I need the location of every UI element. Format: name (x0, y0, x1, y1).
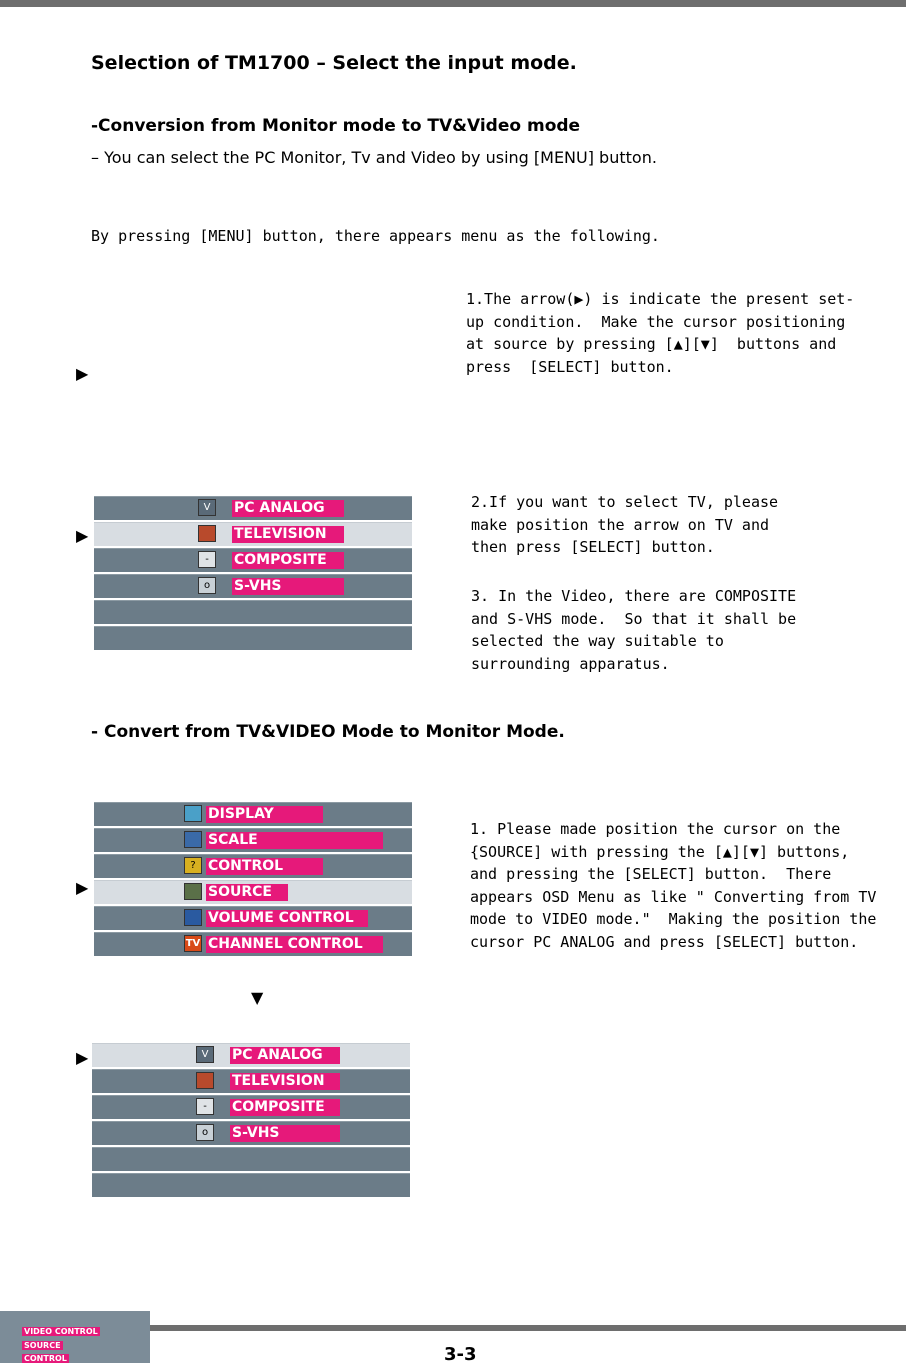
display-icon (184, 805, 202, 822)
bottom-rule (150, 1325, 906, 1331)
menu-item-source[interactable]: SOURCE (94, 880, 412, 904)
section1-step1: 1.The arrow(▶) is indicate the present set- up condition. Make the cursor positioning at source by pressing [▲][▼] buttons and press [SELECT] button. (466, 290, 855, 376)
section1-menu-note: By pressing [MENU] button, there appears menu as the following. (91, 227, 660, 245)
menu-item-control[interactable]: ? CONTROL (94, 854, 412, 878)
scale-icon (184, 831, 202, 848)
tv-icon: TV (184, 935, 202, 952)
composite-icon: - (198, 551, 216, 568)
volume-icon (184, 909, 202, 926)
section1-heading: -Conversion from Monitor mode to TV&Video mode (91, 116, 581, 136)
menu-item-composite[interactable]: - COMPOSITE (94, 548, 412, 572)
menu-item-scale[interactable]: SCALE (94, 828, 412, 852)
osd-source-menu (94, 496, 412, 652)
source-icon (184, 883, 202, 900)
osd-main-menu (94, 802, 412, 958)
cursor-arrow-icon: ▶ (76, 526, 89, 545)
monitor-icon: V (196, 1046, 214, 1063)
osd-source-menu-2 (92, 1043, 410, 1199)
section2-step1: 1. Please made position the cursor on the {SOURCE] with pressing the [▲][▼] buttons, and pressing the [SELECT] button. There appears OSD Menu as like " Converting from TV mode to VIDEO mode." Making the position the cursor PC ANALOG and press [SELECT] button. (470, 820, 877, 951)
menu-item-s-vhs[interactable]: o S-VHS (94, 574, 412, 598)
page-title: Selection of TM1700 – Select the input mode. (91, 52, 577, 74)
menu-empty-row (92, 1173, 410, 1197)
menu-empty-row (94, 626, 412, 650)
menu-item-volume-control[interactable]: VOLUME CONTROL (94, 906, 412, 930)
menu-item-channel-control[interactable]: TV CHANNEL CONTROL (94, 932, 412, 956)
menu-empty-row (92, 1147, 410, 1171)
camera-icon: o (198, 577, 216, 594)
menu-item-television[interactable]: TELEVISION (92, 1069, 410, 1093)
menu-item-television[interactable]: TELEVISION (94, 522, 412, 546)
tv-color-icon (196, 1072, 214, 1089)
top-rule (0, 0, 906, 7)
menu-item-display[interactable]: DISPLAY (94, 802, 412, 826)
menu-item-s-vhs[interactable]: o S-VHS (92, 1121, 410, 1145)
cursor-arrow-icon: ▶ (76, 364, 89, 383)
tv-color-icon (198, 525, 216, 542)
menu-item-pc-analog[interactable]: V PC ANALOG (94, 496, 412, 520)
footer-menu-thumbnail: VIDEO CONTROL SOURCE CONTROL (0, 1311, 150, 1363)
cursor-arrow-icon: ▶ (76, 1048, 89, 1067)
control-icon: ? (184, 857, 202, 874)
camera-icon: o (196, 1124, 214, 1141)
cursor-arrow-icon: ▶ (76, 878, 89, 897)
monitor-icon: V (198, 499, 216, 516)
menu-item-composite[interactable]: - COMPOSITE (92, 1095, 410, 1119)
down-arrow-icon: ▼ (251, 988, 264, 1007)
composite-icon: - (196, 1098, 214, 1115)
section1-intro: – You can select the PC Monitor, Tv and Video by using [MENU] button. (91, 148, 657, 167)
menu-item-pc-analog[interactable]: V PC ANALOG (92, 1043, 410, 1067)
section1-step3: 3. In the Video, there are COMPOSITE and S-VHS mode. So that it shall be selected the way suitable to surrounding apparatus. (471, 587, 797, 673)
menu-empty-row (94, 600, 412, 624)
section1-step2: 2.If you want to select TV, please make position the arrow on TV and then press [SELECT] button. (471, 493, 779, 556)
section2-heading: - Convert from TV&VIDEO Mode to Monitor Mode. (91, 722, 565, 742)
page-number: 3-3 (444, 1344, 477, 1365)
